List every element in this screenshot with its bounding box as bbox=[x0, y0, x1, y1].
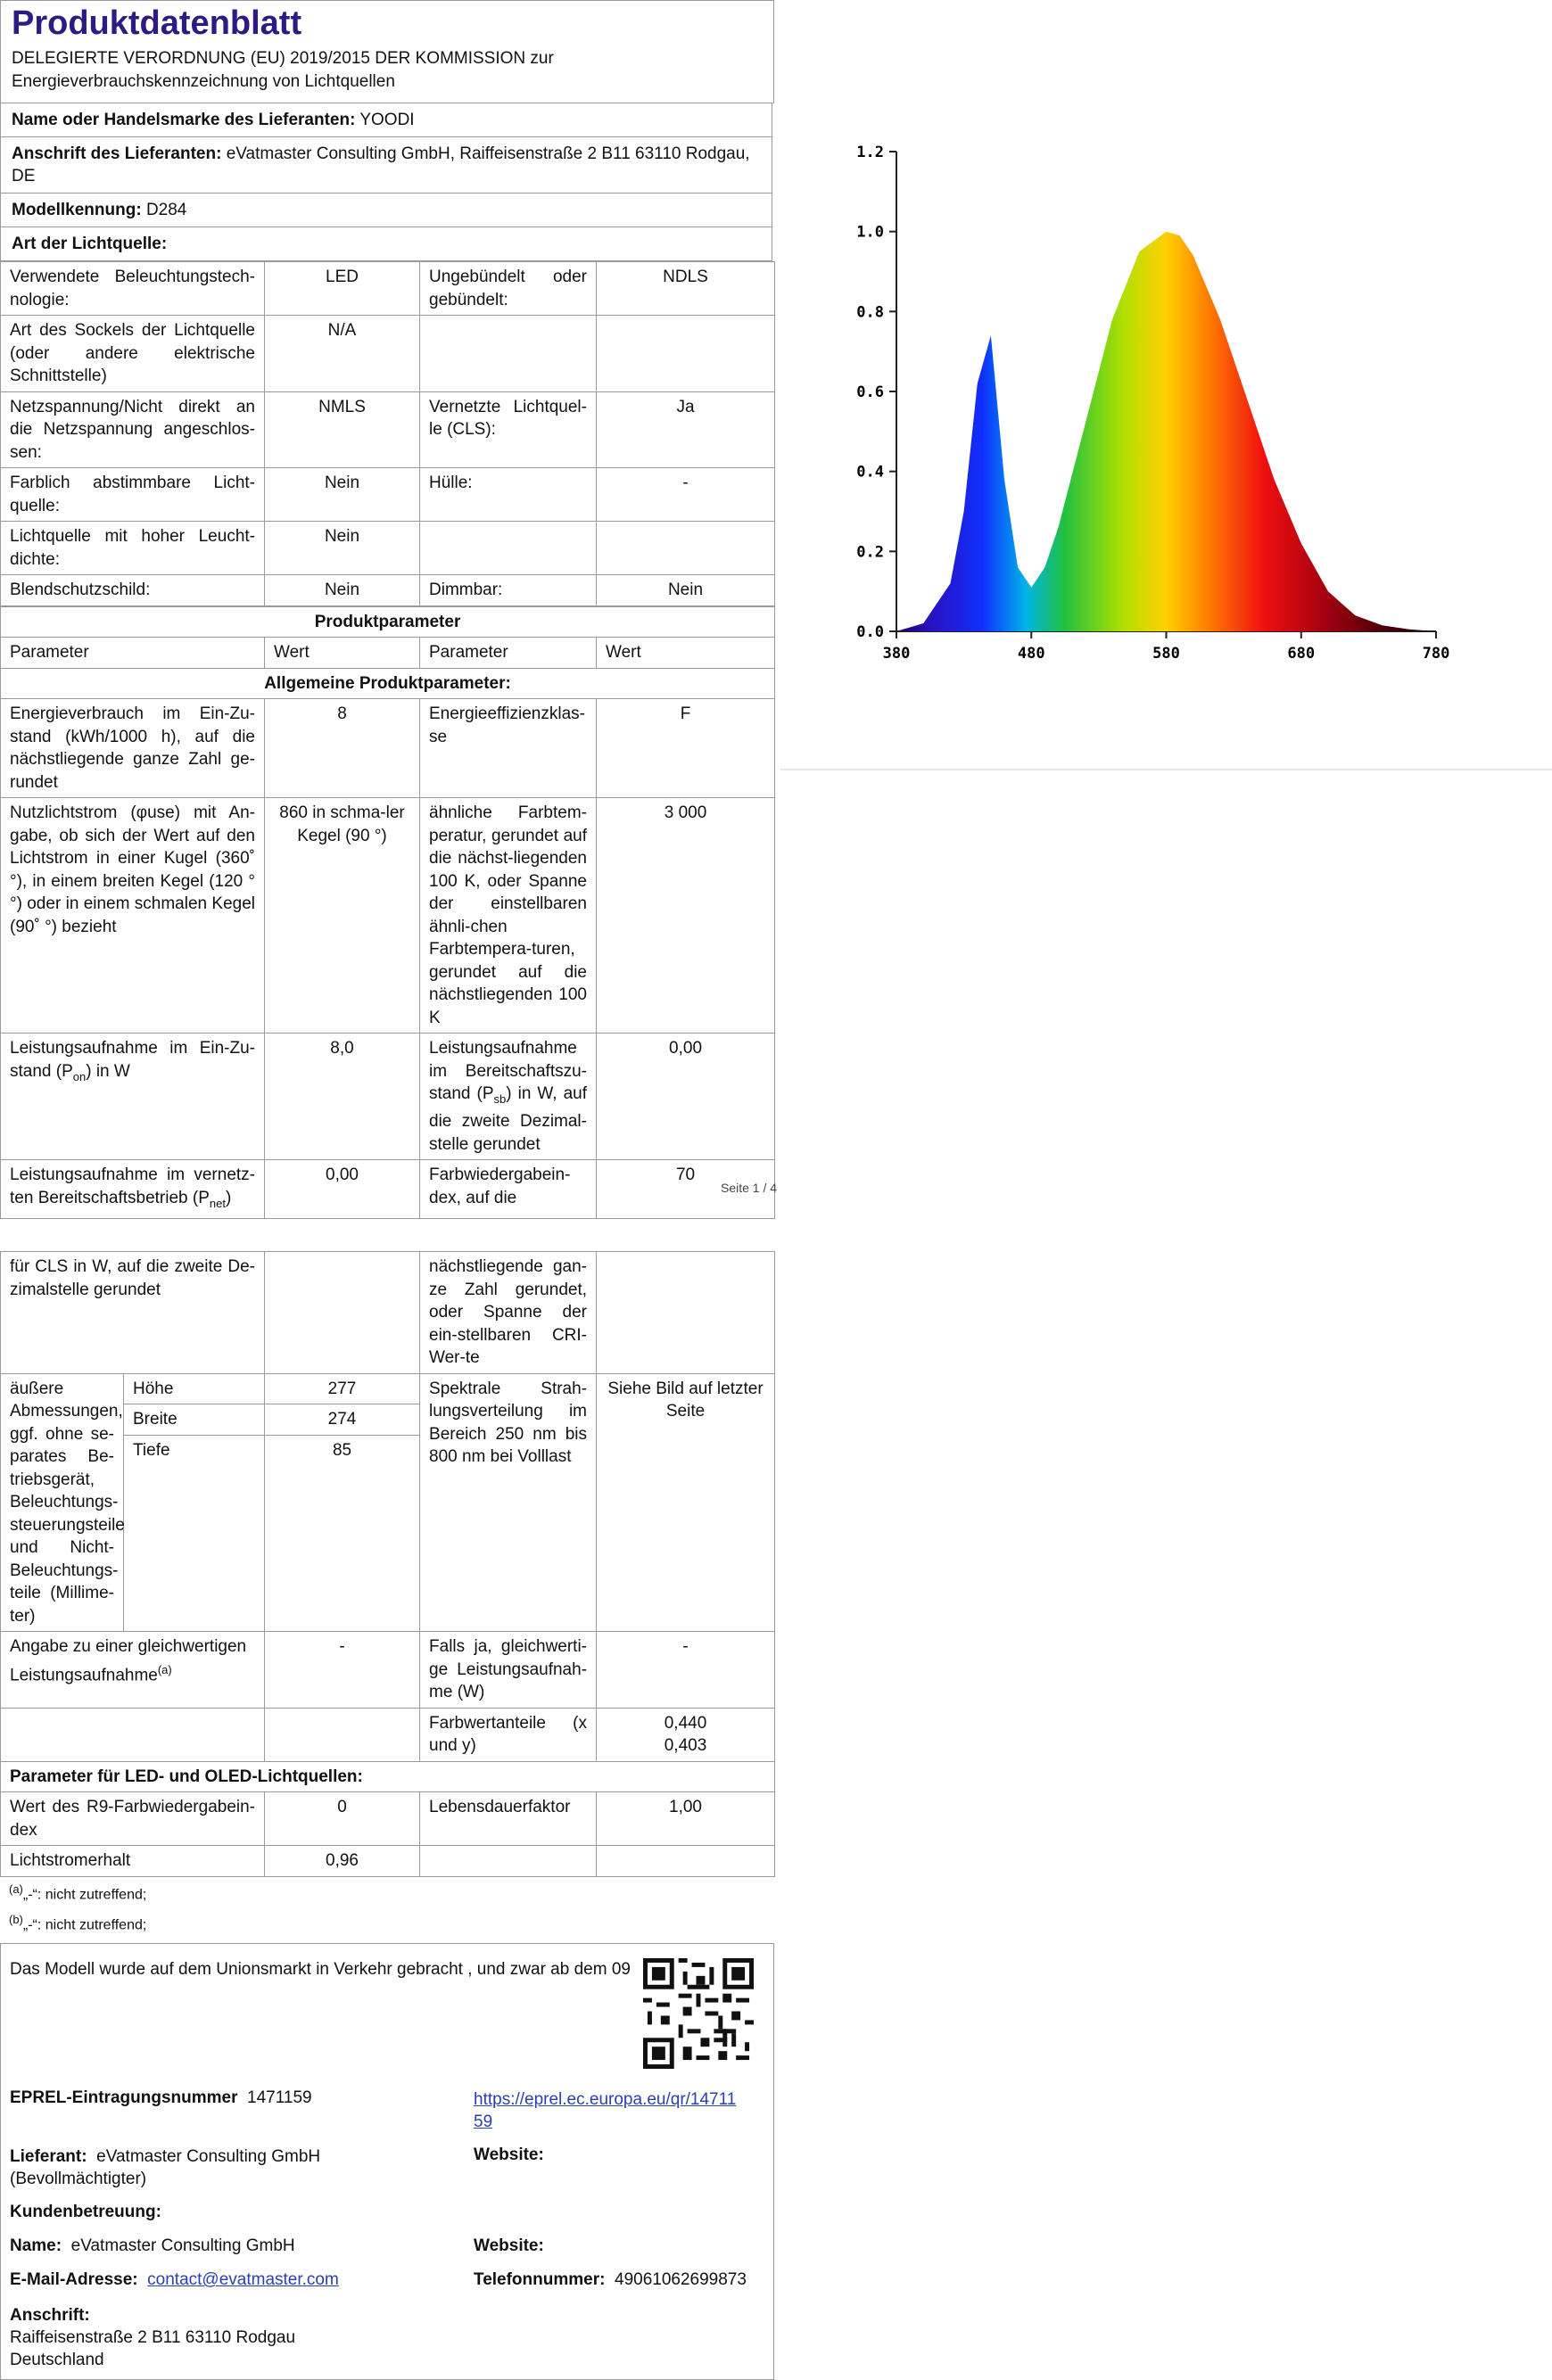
anschrift-line1: Raiffeisenstraße 2 B11 63110 Rodgau bbox=[10, 2328, 296, 2348]
params-header-row bbox=[1, 638, 775, 669]
page-subtitle: DELEGIERTE VERORDNUNG (EU) 2019/2015 DER KOMMISSION zur Energieverbrauchskennzeichnung von Lichtquellen bbox=[12, 49, 554, 91]
param-row bbox=[1, 1252, 775, 1374]
y-tick-label: 0.4 bbox=[856, 463, 884, 482]
footnote-ref: (a) bbox=[157, 1662, 172, 1676]
footnote-b bbox=[0, 1907, 774, 1938]
eprel-value: 1471159 bbox=[247, 2088, 312, 2108]
supplier-address-label: Anschrift des Lieferanten: bbox=[12, 144, 222, 163]
image-divider bbox=[780, 769, 1552, 770]
market-date-text: Das Modell wurde auf dem Unionsmarkt in Verkehr gebracht , und zwar ab dem 09 bbox=[10, 1960, 631, 1980]
param-row bbox=[1, 1160, 775, 1219]
params-section-title: Produktparameter bbox=[1, 606, 775, 638]
chroma-x: 0,440 bbox=[664, 1713, 707, 1733]
param-label: Art des Sockels der Lichtquelle (oder andere elektrische Schnittstelle) bbox=[1, 316, 265, 392]
email-link[interactable]: contact@evatmaster.com bbox=[147, 2270, 339, 2290]
param-label: Lichtstromerhalt bbox=[1, 1846, 265, 1877]
param-label: Wert des R9-Farbwiedergabein-dex bbox=[1, 1792, 265, 1846]
kunden-label: Kundenbetreuung: bbox=[10, 2203, 161, 2222]
anschrift-block bbox=[10, 2304, 295, 2371]
param-row bbox=[1, 1708, 775, 1761]
type-title-row bbox=[0, 227, 772, 261]
footnote-b-text: „-“: nicht zutreffend; bbox=[22, 1917, 147, 1933]
eprel-label: EPREL-Eintragungsnummer bbox=[10, 2088, 238, 2108]
param-label: Farbwertanteile (x und y) bbox=[420, 1708, 597, 1761]
spectrum-area bbox=[896, 232, 1436, 631]
param-value: 70 bbox=[597, 1160, 775, 1219]
param-label bbox=[420, 316, 597, 392]
datasheet bbox=[0, 0, 774, 2380]
param-value: F bbox=[597, 699, 775, 798]
param-label-a: Leistungsaufnahme im Bereitschaftszu-stand (P bbox=[429, 1039, 587, 1103]
param-label-a: Leistungsaufnahme im vernetz-ten Bereitschaftsbetrieb (P bbox=[10, 1165, 255, 1207]
eprel-row bbox=[10, 2088, 312, 2108]
page-break bbox=[0, 1219, 774, 1251]
param-label bbox=[420, 522, 597, 575]
param-value: 0,96 bbox=[265, 1846, 420, 1877]
phone-value: 49061062699873 bbox=[615, 2270, 747, 2290]
supplier-info-box bbox=[0, 1943, 774, 2380]
param-label-a: Leistungsaufnahme im Ein-Zu-stand (P bbox=[10, 1039, 255, 1081]
y-tick-labels bbox=[856, 144, 896, 641]
param-value: 3 000 bbox=[597, 798, 775, 1034]
supplier-name-row bbox=[0, 103, 772, 137]
footnote-a-text: „-“: nicht zutreffend; bbox=[22, 1886, 147, 1902]
type-row bbox=[1, 522, 775, 575]
param-label-text: Angabe zu einer gleichwertigen Leistungsaufnahme bbox=[10, 1637, 247, 1684]
kunden-row bbox=[10, 2203, 161, 2222]
col-header-param: Parameter bbox=[1, 638, 265, 669]
param-label: Spektrale Strah-lungsverteilung im Bereich 250 nm bis 800 nm bei Volllast bbox=[420, 1373, 597, 1632]
param-value: Siehe Bild auf letzter Seite bbox=[597, 1373, 775, 1632]
param-label bbox=[1, 1034, 265, 1160]
param-label: Ungebündelt oder gebündelt: bbox=[420, 262, 597, 316]
param-value: - bbox=[597, 1632, 775, 1709]
param-value: Nein bbox=[265, 522, 420, 575]
param-value: NMLS bbox=[265, 391, 420, 468]
param-value: 860 in schma-ler Kegel (90 °) bbox=[265, 798, 420, 1034]
supplier-name-label: Name oder Handelsmarke des Lieferanten: bbox=[12, 111, 356, 129]
website-label: Website: bbox=[474, 2145, 544, 2165]
type-row bbox=[1, 468, 775, 522]
param-label-b: ) in W bbox=[86, 1061, 130, 1081]
height-value: 277 bbox=[265, 1373, 420, 1404]
contact-name-value: eVatmaster Consulting GmbH bbox=[70, 2236, 295, 2256]
param-value bbox=[265, 1708, 420, 1761]
type-title: Art der Lichtquelle: bbox=[12, 235, 168, 253]
type-row bbox=[1, 391, 775, 468]
param-value: Nein bbox=[265, 468, 420, 522]
param-row bbox=[1, 1846, 775, 1877]
col-header-value: Wert bbox=[597, 638, 775, 669]
spectrum-chart bbox=[780, 125, 1549, 769]
type-table bbox=[0, 261, 775, 606]
x-tick-label: 480 bbox=[1017, 645, 1045, 663]
lieferant-row bbox=[10, 2145, 438, 2190]
param-value: - bbox=[265, 1632, 420, 1709]
supplier-address-row bbox=[0, 137, 772, 194]
lieferant-value: eVatmaster Consulting GmbH (Bevollmächtigter) bbox=[10, 2147, 321, 2189]
type-row bbox=[1, 262, 775, 316]
dims-label: äußere Abmessungen, ggf. ohne se-parates Be-triebsgerät, Beleuchtungs-steuerungsteile und Nicht-Beleuchtungs-teile (Millime-ter) bbox=[1, 1373, 124, 1632]
width-value: 274 bbox=[265, 1404, 420, 1436]
param-value bbox=[597, 1708, 775, 1761]
y-tick-label: 0.2 bbox=[856, 543, 884, 562]
y-tick-label: 0.6 bbox=[856, 383, 884, 401]
qr-code-icon bbox=[643, 1958, 754, 2069]
param-label: Energieverbrauch im Ein-Zu-stand (kWh/1000 h), auf die nächstliegende ganze Zahl ge-rundet bbox=[1, 699, 265, 798]
footnote-a-marker: (a) bbox=[9, 1882, 23, 1896]
chroma-y: 0,403 bbox=[664, 1736, 707, 1756]
model-label: Modellkennung: bbox=[12, 201, 142, 219]
website2-row bbox=[474, 2236, 544, 2256]
dims-row bbox=[1, 1373, 775, 1404]
phone-label: Telefonnummer: bbox=[474, 2270, 606, 2290]
param-value: NDLS bbox=[597, 262, 775, 316]
y-tick-label: 0.8 bbox=[856, 303, 884, 322]
param-label: Vernetzte Lichtquel-le (CLS): bbox=[420, 391, 597, 468]
led-params-title: Parameter für LED- und OLED-Lichtquellen: bbox=[1, 1761, 775, 1792]
param-value: LED bbox=[265, 262, 420, 316]
param-value: Nein bbox=[597, 575, 775, 606]
depth-label: Tiefe bbox=[124, 1436, 265, 1632]
lieferant-label: Lieferant: bbox=[10, 2147, 87, 2167]
param-value: 8 bbox=[265, 699, 420, 798]
param-row bbox=[1, 798, 775, 1034]
param-value: 8,0 bbox=[265, 1034, 420, 1160]
param-label-sub: on bbox=[72, 1069, 87, 1083]
title-box bbox=[0, 0, 774, 103]
param-value: 0 bbox=[265, 1792, 420, 1846]
param-label-sub: net bbox=[209, 1196, 226, 1210]
page-number: Seite 1 / 4 bbox=[721, 1181, 778, 1195]
x-tick-label: 680 bbox=[1287, 645, 1316, 663]
param-value: - bbox=[597, 468, 775, 522]
website-row bbox=[474, 2145, 544, 2165]
x-tick-label: 580 bbox=[1152, 645, 1180, 663]
x-tick-label: 780 bbox=[1422, 645, 1450, 663]
param-value: Nein bbox=[265, 575, 420, 606]
param-label bbox=[1, 1708, 265, 1761]
email-row bbox=[10, 2270, 339, 2290]
param-label: Nutzlichtstrom (φuse) mit An-gabe, ob sich der Wert auf den Lichtstrom in einer Kugel (360˚ °), in einem breiten Kegel (120 °°) oder in einem schmalen Kegel (90˚ °) bezieht bbox=[1, 798, 265, 1034]
type-row bbox=[1, 575, 775, 606]
param-label: Dimmbar: bbox=[420, 575, 597, 606]
website2-label: Website: bbox=[474, 2236, 544, 2256]
param-label: Lebensdauerfaktor bbox=[420, 1792, 597, 1846]
width-label: Breite bbox=[124, 1404, 265, 1436]
param-label: für CLS in W, auf die zweite De-zimalstelle gerundet bbox=[1, 1252, 265, 1374]
param-label: Farblich abstimmbare Licht-quelle: bbox=[1, 468, 265, 522]
anschrift-line2: Deutschland bbox=[10, 2351, 104, 2370]
params-table bbox=[0, 606, 778, 1220]
y-tick-label: 1.2 bbox=[856, 144, 884, 161]
param-label: Hülle: bbox=[420, 468, 597, 522]
param-label bbox=[420, 1846, 597, 1877]
eprel-link[interactable]: https://eprel.ec.europa.eu/qr/1471159 bbox=[474, 2090, 737, 2132]
param-label bbox=[420, 1034, 597, 1160]
footnote-b-marker: (b) bbox=[9, 1912, 23, 1926]
supplier-name-value: YOODI bbox=[359, 111, 415, 129]
param-label bbox=[1, 1632, 265, 1709]
supplier-address-value: eVatmaster Consulting GmbH, Raiffeisenstraße 2 B11 63110 Rodgau, DE bbox=[12, 144, 750, 185]
param-label: Falls ja, gleichwerti-ge Leistungsaufnah-me (W) bbox=[420, 1632, 597, 1709]
general-params-title: Allgemeine Produktparameter: bbox=[1, 668, 775, 699]
param-label: Lichtquelle mit hoher Leucht-dichte: bbox=[1, 522, 265, 575]
height-label: Höhe bbox=[124, 1373, 265, 1404]
param-label: Farbwiedergabein-dex, auf die bbox=[420, 1160, 597, 1219]
param-value bbox=[597, 316, 775, 392]
model-value: D284 bbox=[145, 201, 187, 219]
param-label: ähnliche Farbtem-peratur, gerundet auf die nächst-liegenden 100 K, oder Spanne der einstellbaren ähnli-chen Farbtempera-turen, gerundet auf die nächstliegenden 100 K bbox=[420, 798, 597, 1034]
y-tick-label: 1.0 bbox=[856, 223, 884, 242]
param-label-b: ) bbox=[225, 1188, 232, 1207]
param-label: Netzspannung/Nicht direkt an die Netzspannung angeschlos-sen: bbox=[1, 391, 265, 468]
param-value bbox=[597, 1252, 775, 1374]
param-label bbox=[1, 1160, 265, 1219]
contact-name-row bbox=[10, 2236, 295, 2256]
param-label: Energieeffizienzklas-se bbox=[420, 699, 597, 798]
param-value bbox=[597, 522, 775, 575]
page-title: Produktdatenblatt bbox=[12, 4, 302, 42]
param-row bbox=[1, 1632, 775, 1709]
anschrift-label: Anschrift: bbox=[10, 2306, 90, 2326]
contact-name-label: Name: bbox=[10, 2236, 62, 2256]
param-row bbox=[1, 699, 775, 798]
param-row bbox=[1, 1792, 775, 1846]
col-header-param: Parameter bbox=[420, 638, 597, 669]
param-label-b: ) in W, auf die zweite Dezimal-stelle gerundet bbox=[429, 1084, 588, 1154]
col-header-value: Wert bbox=[265, 638, 420, 669]
email-label: E-Mail-Adresse: bbox=[10, 2270, 138, 2290]
param-label: Verwendete Beleuchtungstech-nologie: bbox=[1, 262, 265, 316]
param-value: N/A bbox=[265, 316, 420, 392]
model-row bbox=[0, 194, 772, 227]
param-row bbox=[1, 1034, 775, 1160]
param-value: 0,00 bbox=[597, 1034, 775, 1160]
type-row bbox=[1, 316, 775, 392]
param-value: 0,00 bbox=[265, 1160, 420, 1219]
x-tick-labels bbox=[883, 631, 1450, 663]
param-value: Ja bbox=[597, 391, 775, 468]
x-tick-label: 380 bbox=[882, 645, 911, 663]
depth-value: 85 bbox=[265, 1436, 420, 1632]
footnote-a bbox=[0, 1877, 774, 1907]
phone-row bbox=[474, 2270, 747, 2290]
param-label-sub: sb bbox=[493, 1091, 507, 1106]
y-tick-label: 0.0 bbox=[856, 623, 884, 641]
param-label: nächstliegende gan-ze Zahl gerundet, oder Spanne der ein-stellbaren CRI-Wer-te bbox=[420, 1252, 597, 1374]
params-table-continued bbox=[0, 1251, 775, 1877]
param-value: 1,00 bbox=[597, 1792, 775, 1846]
param-value bbox=[597, 1846, 775, 1877]
param-value bbox=[265, 1252, 420, 1374]
param-label: Blendschutzschild: bbox=[1, 575, 265, 606]
